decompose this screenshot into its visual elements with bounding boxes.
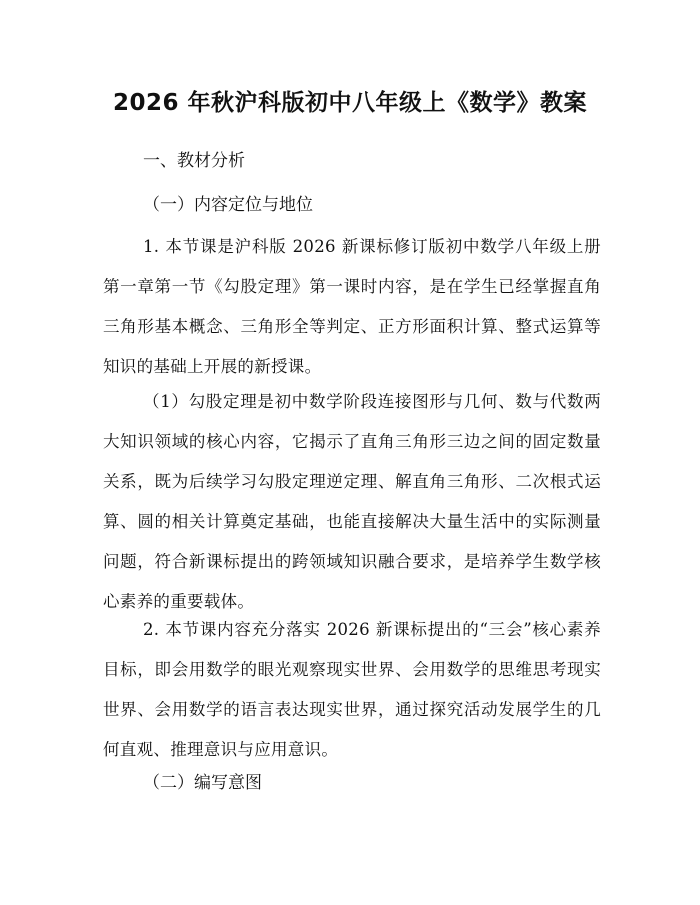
section-heading-textbook-analysis: 一、教材分析 (143, 151, 245, 171)
subsection-heading-content-positioning: （一）内容定位与地位 (143, 195, 313, 215)
document-title: 2026 年秋沪科版初中八年级上《数学》教案 (112, 90, 588, 116)
subsection-heading-writing-intent: （二）编写意图 (143, 773, 262, 793)
paragraph-course-overview: 1. 本节课是沪科版 2026 新课标修订版初中数学八年级上册第一章第一节《勾股定理》第一课时内容，是在学生已经掌握直角三角形基本概念、三角形全等判定、正方形面积计算、整式运算等知识的基础上开展的新授课。 (103, 237, 601, 376)
paragraph-core-literacy-goals: 2. 本节课内容充分落实 2026 新课标提出的“三会”核心素养目标，即会用数学的眼光观察现实世界、会用数学的思维思考现实世界、会用数学的语言表达现实世界，通过探究活动发展学生的几何直观、推理意识与应用意识。 (103, 620, 601, 759)
paragraph-pythagorean-significance: （1）勾股定理是初中数学阶段连接图形与几何、数与代数两大知识领域的核心内容，它揭示了直角三角形三边之间的固定数量关系，既为后续学习勾股定理逆定理、解直角三角形、二次根式运算、圆的相关计算奠定基础，也能直接解决大量生活中的实际测量问题，符合新课标提出的跨领域知识融合要求，是培养学生数学核心素养的重要载体。 (103, 392, 601, 611)
